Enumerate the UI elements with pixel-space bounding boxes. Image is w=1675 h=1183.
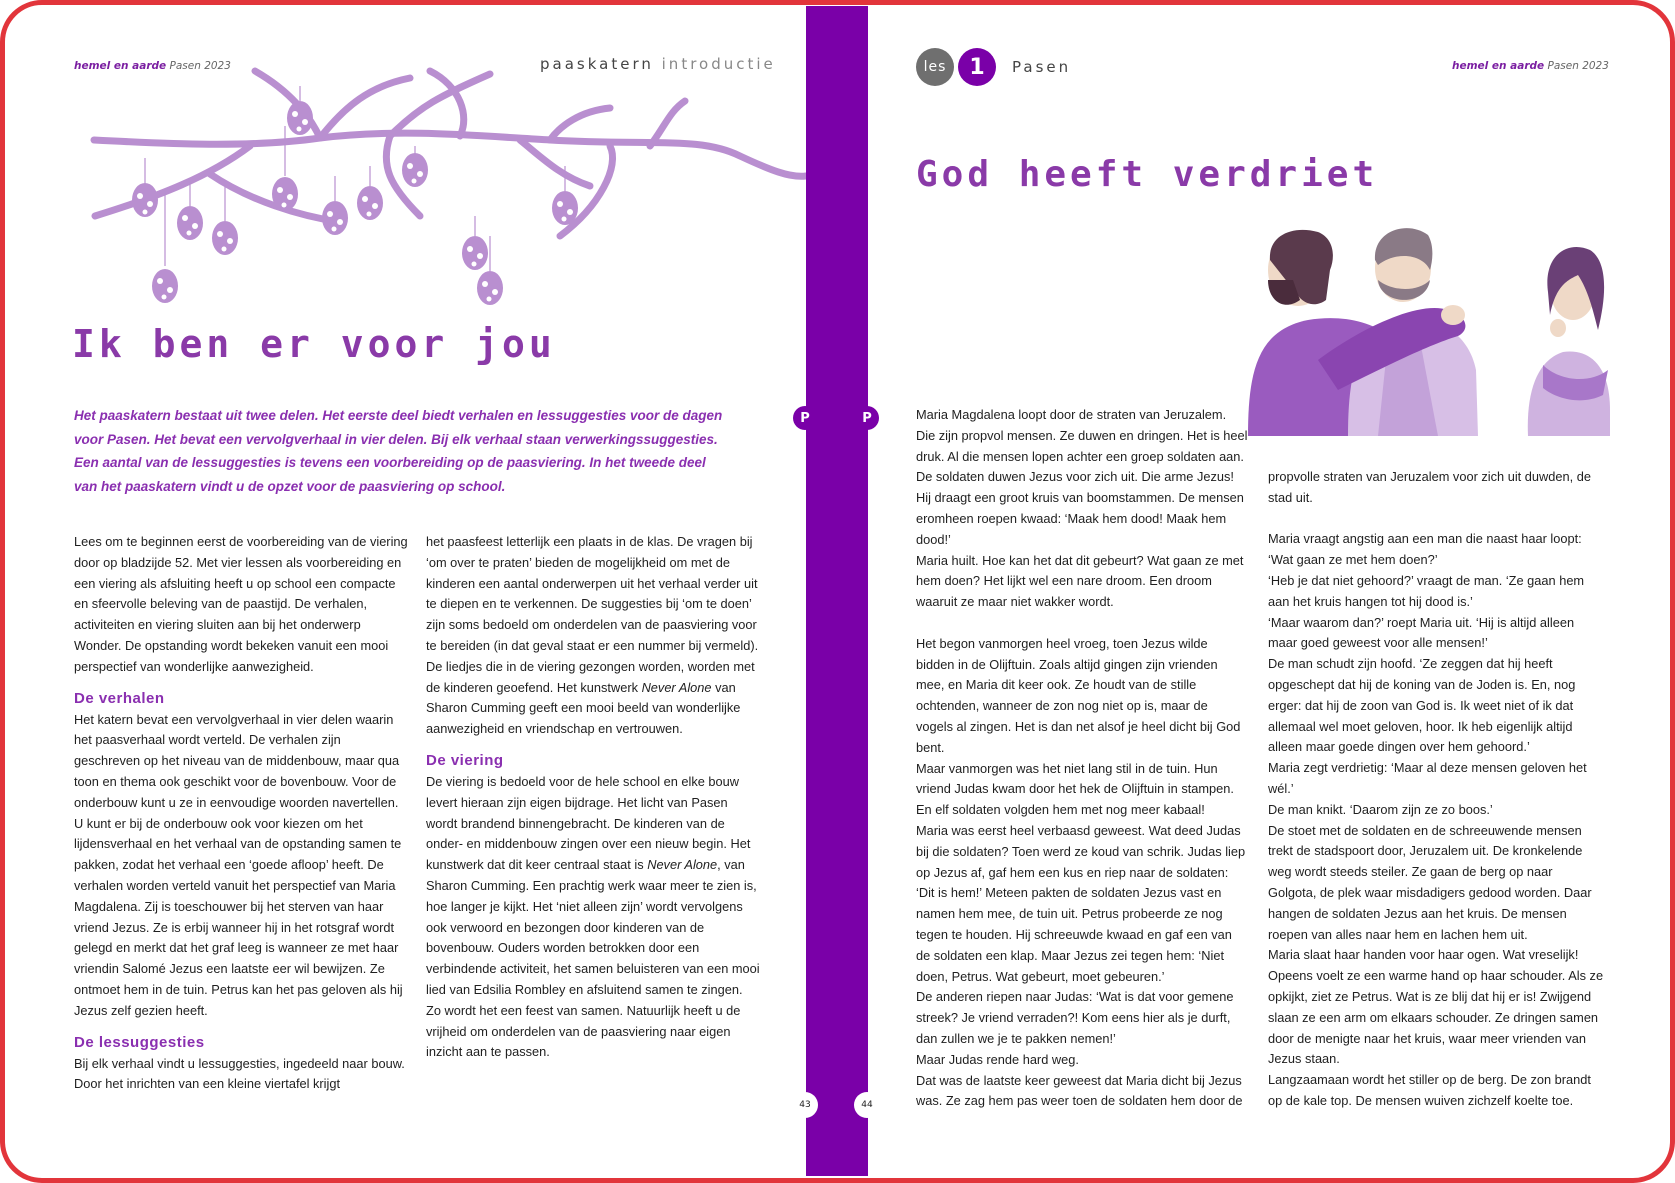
brand-name: hemel en aarde [1452,60,1545,72]
paragraph: propvolle straten van Jeruzalem voor zich uit duwden, de stad uit. [1268,469,1591,505]
paragraph: Maar vanmorgen was het niet lang stil in de tuin. Hun vriend Judas kwam door het hek de Olijftuin in stampen. En elf soldaten volgden hem met nog meer kabaal! [916,760,1234,818]
paragraph: Maria was eerst heel verbaasd geweest. Wat deed Judas bij die soldaten? Toen werd ze koud van schrik. Judas liep op Jezus af, gaf hem een kus en riep naar de soldaten: ‘Dit is hem!’ Meteen pakten de soldaten Jezus vast en namen hem mee, de tuin uit. Petrus probeerde ze nog tegen te houden. Hij schreeuwde kwaad en gaf een van de soldaten een klap. Maar Jezus zei tegen hem: ‘Niet doen, Petrus. Wat gebeurt, moet gebeuren.’ [916,822,1246,984]
paragraph: De viering is bedoeld voor de hele school en elke bouw levert hieraan zijn eigen bijdrage. Het licht van Pasen wordt brandend binnengebracht. De kinderen van de onder- en middenbouw zingen over een nieuw begin. Het kunstwerk dat dit keer centraal staat is Never Alone, van Sharon Cumming. Een prachtig werk waar meer te zien is, hoe langer je kijkt. Het ‘niet alleen zijn’ wordt vervolgens ook verwoord en bezongen door kinderen van de bovenbouw. Ouders worden betrokken door een verbindende activiteit, het samen beluisteren van een mooi lied van Edsilia Rombley en afsluitend samen te zingen. Zo wordt het een feest van samen. Natuurlijk heeft u de vrijheid om onderdelen van de paasviering naar eigen inzicht aan te passen. [426,773,760,1060]
paragraph: Maria slaat haar handen voor haar ogen. Wat vreselijk! Opeens voelt ze een warme hand op haar schouder. Als ze opkijkt, ziet ze Petrus. Wat is ze blij dat hij er is! Zwijgend slaan ze een arm om elkaars schouder. Ze dringen samen door de menigte naar het kruis, waar meer vrienden van Jezus staan. [1268,947,1604,1067]
les-title: Pasen [1012,58,1072,76]
paragraph: Bij elk verhaal vindt u lessuggesties, ingedeeld naar bouw. Door het inrichten van een kleine viertafel krijgt [74,1055,405,1092]
section-main: paaskatern [540,55,654,73]
paragraph: het paasfeest letterlijk een plaats in de klas. De vragen bij ‘om over te praten’ bieden de mogelijkheid om met de kinderen een aantal onderwerpen uit het verhaal verder uit te diepen en te verkennen. De suggesties bij ‘om te doen’ zijn soms bedoeld om onderdelen van de paasviering voor te bereiden (in dat geval staat er een nummer bij vermeld). De liedjes die in de viering gezongen worden, worden met de kinderen geoefend. Het kunstwerk Never Alone van Sharon Cumming geeft een mooi beeld van wonderlijke aanwezigheid en vriendschap en vertrouwen. [426,534,759,737]
page-number-right: 44 [854,1092,880,1118]
right-column-2 [1268,467,1604,1112]
les-label: les [916,48,954,86]
running-head-right [1452,60,1609,72]
subheading-viering: De viering [426,751,504,769]
paragraph: De stoet met de soldaten en de schreeuwende mensen trekt de stadspoort door, Jeruzalem uit. De kronkelende weg wordt steeds steiler. Ze gaan de berg op naar Golgota, de plek waar misdadigers gedood worden. Daar hangen de soldaten Jezus aan het kruis. De mensen roepen van alles naar hem en lachen hem uit. [1268,822,1592,942]
issue-season: Pasen 2023 [1547,60,1609,72]
page-title-left: Ik ben er voor jou [72,322,556,366]
left-column-1 [74,532,409,1095]
paragraph: Maria Magdalena loopt door de straten van Jeruzalem. Die zijn propvol mensen. Ze duwen en dringen. Het is heel druk. Al die mensen lopen achter een groep soldaten aan. De soldaten duwen Jezus voor zich uit. Die arme Jezus! Hij draagt een groot kruis van boomstammen. De mensen eromheen roepen kwaad: ‘Maak hem dood! Maak hem dood!’ [916,407,1248,547]
paragraph: Langzaamaan wordt het stiller op de berg. De zon brandt op de kale top. De mensen wuiven zichzelf koelte toe. [1268,1072,1591,1108]
paragraph: ‘Maar waarom dan?’ roept Maria uit. ‘Hij is altijd alleen maar goed geweest voor alle mensen!’ [1268,614,1575,651]
right-column-1 [916,405,1248,1112]
paragraph: De man knikt. ‘Daarom zijn ze zo boos.’ [1268,801,1493,817]
p-marker-left: P [793,406,817,430]
paragraph: Dat was de laatste keer geweest dat Maria dicht bij Jezus was. Ze zag hem pas weer toen de soldaten hem door de [916,1072,1243,1109]
branch-illustration [90,66,806,316]
subheading-verhalen: De verhalen [74,689,165,707]
paragraph: De man schudt zijn hoofd. ‘Ze zeggen dat hij heeft opgeschept dat hij de koning van de Joden is. En, nog erger: dat hij de zoon van God is. Ik weet niet of ik dat allemaal wel moet geloven, hoor. Ik heb eigenlijk altijd alleen maar goede dingen over hem gehoord.’ [1268,656,1576,755]
paragraph: Maria huilt. Hoe kan het dat dit gebeurt? Wat gaan ze met hem doen? Het lijkt wel een nare droom. Een droom waaruit ze maar niet wakker wordt. [916,552,1244,610]
subheading-lessuggesties: De lessuggesties [74,1033,205,1051]
issue-season: Pasen 2023 [169,60,231,72]
paragraph: Maar Judas rende hard weg. [916,1051,1079,1067]
lesson-badge [916,48,1071,86]
p-marker-right: P [855,406,879,430]
spine-bar [806,6,868,1176]
page-title-right: God heeft verdriet [916,154,1379,195]
artwork-title: Never Alone [641,679,712,695]
intro-paragraph: Het paaskatern bestaat uit twee delen. Het eerste deel biedt verhalen en lessuggesties voor de dagen voor Pasen. Het bevat een vervolgverhaal in vier delen. Bij elk verhaal staan verwerkingssuggesties. Een aantal van de lessuggesties is tevens een voorbereiding op de paasviering. In het tweede deel van het paaskatern vindt u de opzet voor de paasviering op school. [74,408,723,494]
figures-illustration [1238,220,1618,436]
artwork-title: Never Alone [647,857,718,873]
brand-name: hemel en aarde [74,60,167,72]
paragraph: Het begon vanmorgen heel vroeg, toen Jezus wilde bidden in de Olijftuin. Zoals altijd gingen zijn vrienden mee, en Maria dit keer ook. Ze houdt van de stille ochtenden, wanneer de zon nog niet op is, maar de vogels al zingen. Het is dan net alsof je heel dicht bij God bent. [916,635,1241,755]
left-column-2 [426,532,760,1063]
paragraph: Het katern bevat een vervolgverhaal in vier delen waarin het paasverhaal wordt verteld. De verhalen zijn geschreven op het niveau van de middenbouw, maar qua toon en thema ook geschikt voor de bovenbouw. Voor de onderbouw kunt u ze in eenvoudige woorden navertellen. U kunt er bij de onderbouw ook voor kiezen om het lijdensverhaal en het verhaal van de opstanding samen te pakken, zodat het verhaal een ‘goede afloop’ heeft. De verhalen worden verteld vanuit het perspectief van Maria Magdalena. Zij is toeschouwer bij het sterven van haar vriend Jezus. Ze is erbij wanneer hij in het rotsgraf wordt gelegd en merkt dat het graf leeg is wanneer ze met haar vriendin Salomé Jezus een laatste eer wil bewijzen. Ze ontmoet hem in de tuin. Petrus kan het pas geloven als hij Jezus zelf gezien heeft. [74,711,403,1018]
paragraph: De anderen riepen naar Judas: ‘Wat is dat voor gemene streek? Je vriend verraden?! Kom eens hier als je durft, dan zullen we je te pakken nemen!’ [916,989,1234,1046]
section-sub: introductie [661,55,776,73]
page-number-left: 43 [792,1092,818,1118]
paragraph: Maria zegt verdrietig: ‘Maar al deze mensen geloven het wél.’ [1268,760,1587,796]
paragraph: Lees om te beginnen eerst de voorbereiding van de viering door op bladzijde 52. Met vier lessen als voorbereiding en een viering als afsluiting heeft u op school een compacte en sfeervolle beleving van de paastijd. De verhalen, activiteiten en viering sluiten aan bij het onderwerp Wonder. De opstanding wordt bekeken vanuit een mooi perspectief van wonderlijke aanwezigheid. [74,534,408,674]
paragraph: Maria vraagt angstig aan een man die naast haar loopt: ‘Wat gaan ze met hem doen?’ [1268,531,1582,568]
paragraph: ‘Heb je dat niet gehoord?’ vraagt de man. ‘Ze gaan hem aan het kruis hangen tot hij dood is.’ [1268,572,1585,609]
les-number: 1 [958,48,996,86]
